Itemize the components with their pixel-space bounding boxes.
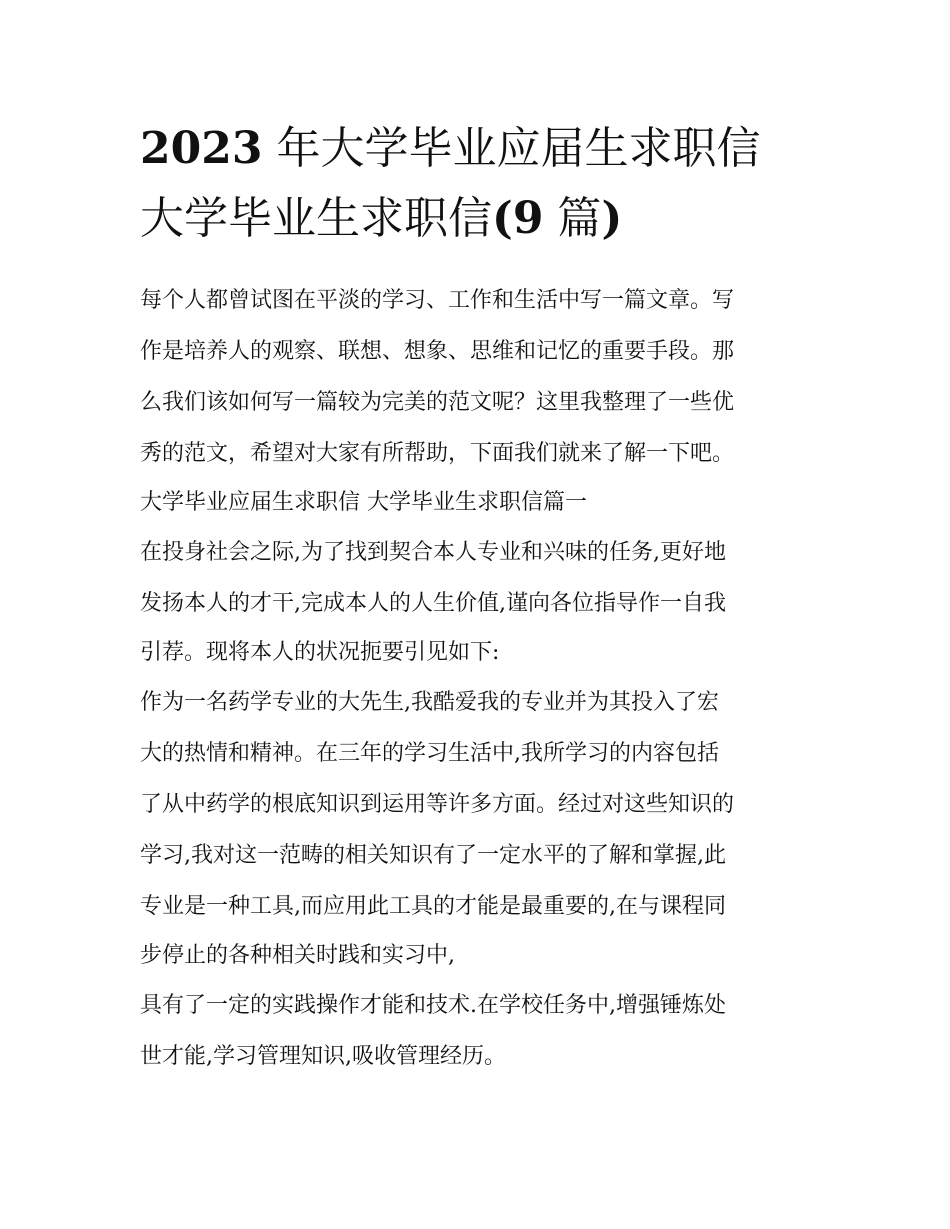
body-line: 每个人都曾试图在平淡的学习、工作和生活中写一篇文章。写 bbox=[140, 288, 735, 313]
section-heading: 大学毕业应届生求职信 大学毕业生求职信篇一 bbox=[140, 490, 587, 515]
body-line: 作是培养人的观察、联想、想象、思维和记忆的重要手段。那 bbox=[140, 339, 735, 364]
body-line: 引荐。现将本人的状况扼要引见如下: bbox=[140, 640, 500, 665]
title-line-2 bbox=[140, 184, 820, 254]
body-line: 步停止的各种相关时践和实习中, bbox=[140, 943, 455, 968]
title-line-1-text: 年大学毕业应届生求职信 bbox=[262, 123, 761, 174]
body-line: 么我们该如何写一篇较为完美的范文呢？这里我整理了一些优 bbox=[140, 390, 735, 415]
title-count-open: (9 bbox=[492, 193, 544, 244]
title-count-close: ) bbox=[601, 193, 623, 244]
title-line-1 bbox=[140, 114, 820, 184]
body-line: 了从中药学的根底知识到运用等许多方面。经过对这些知识的 bbox=[140, 792, 735, 817]
document-title bbox=[140, 114, 820, 254]
body-line: 世才能,学习管理知识,吸收管理经历。 bbox=[140, 1044, 506, 1069]
body-line: 发扬本人的才干,完成本人的人生价值,谨向各位指导作一自我 bbox=[140, 591, 726, 616]
document-body bbox=[140, 275, 830, 1082]
body-line: 具有了一定的实践操作才能和技术.在学校任务中,增强锤炼处 bbox=[140, 993, 726, 1018]
title-count-unit: 篇 bbox=[543, 193, 602, 244]
title-year: 2023 bbox=[140, 123, 263, 174]
body-line: 作为一名药学专业的大先生,我酷爱我的专业并为其投入了宏 bbox=[140, 690, 719, 715]
body-line: 大的热情和精神。在三年的学习生活中,我所学习的内容包括 bbox=[140, 741, 719, 766]
body-line: 学习,我对这一范畴的相关知识有了一定水平的了解和掌握,此 bbox=[140, 843, 726, 868]
title-line-2-text: 大学毕业生求职信 bbox=[140, 193, 492, 244]
body-line: 在投身社会之际,为了找到契合本人专业和兴味的任务,更好地 bbox=[140, 540, 726, 565]
body-line: 秀的范文，希望对大家有所帮助，下面我们就来了解一下吧。 bbox=[140, 441, 735, 466]
body-line: 专业是一种工具,而应用此工具的才能是最重要的,在与课程同 bbox=[140, 894, 726, 919]
